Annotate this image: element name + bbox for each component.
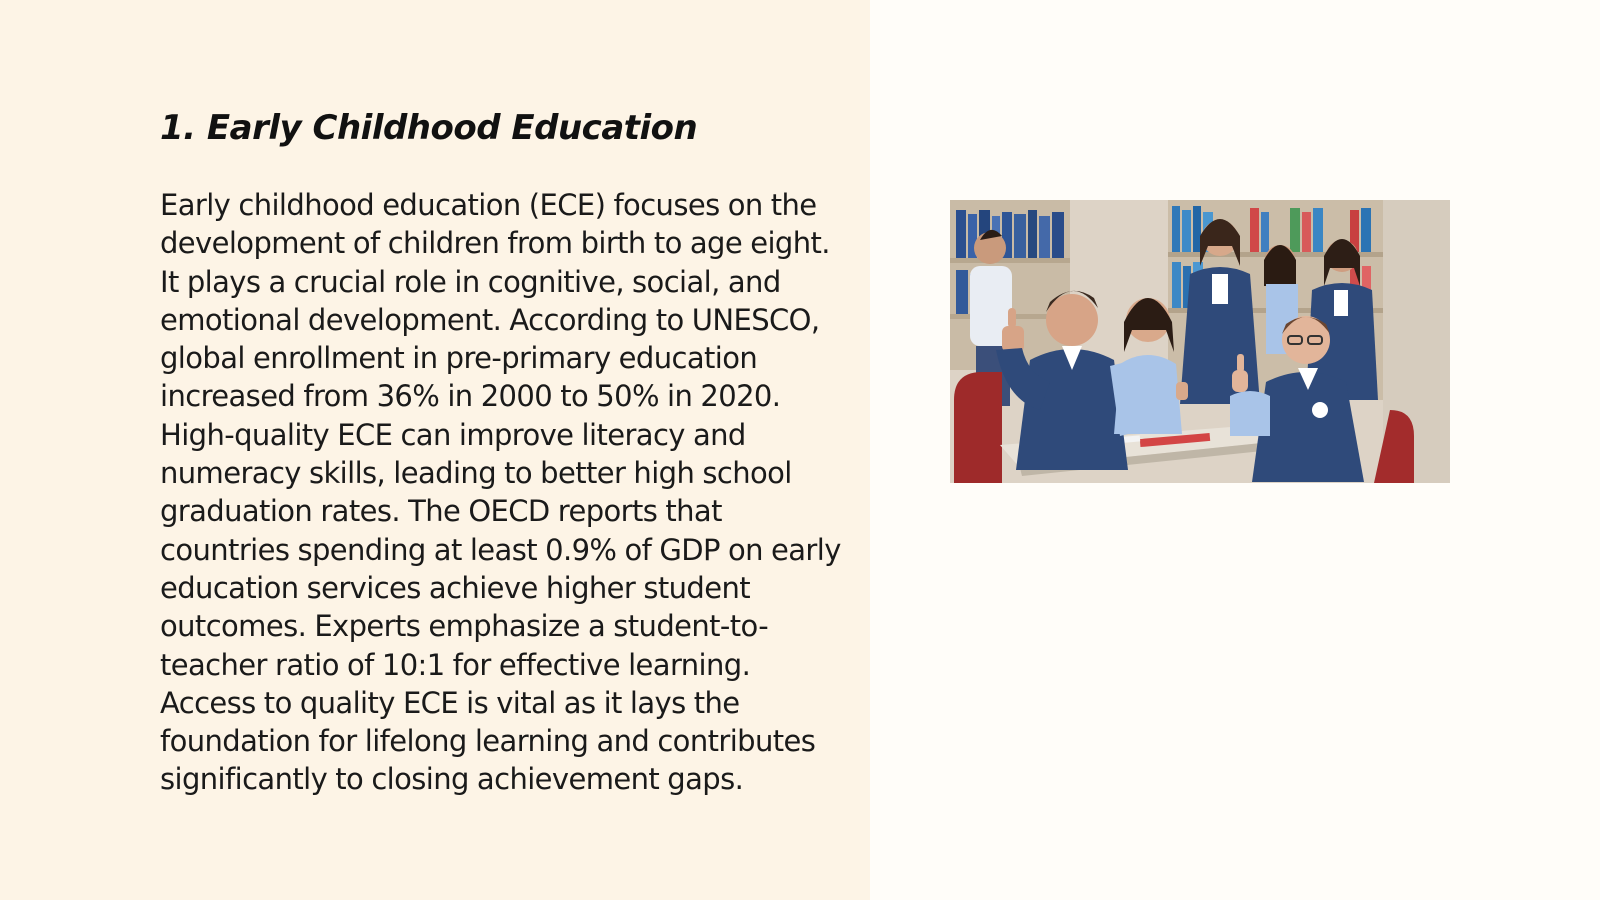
- slide-title: 1. Early Childhood Education: [160, 108, 698, 148]
- students-classroom-photo: [950, 200, 1450, 483]
- slide-body-text: Early childhood education (ECE) focuses on the development of children from birth to age eight. It plays a crucial role in cognitive, social, and emotional development. According to UNESCO, global enrollment in pre-primary education increased from 36% in 2000 to 50% in 2020. High-quality ECE can improve literacy and numeracy skills, leading to better high school graduation rates. The OECD reports that countries spending at least 0.9% of GDP on early education services achieve higher student outcomes. Experts emphasize a student-to-teacher ratio of 10:1 for effective learning. Access to quality ECE is vital as it lays the foundation for lifelong learning and contributes significantly to closing achievement gaps.: [160, 188, 841, 797]
